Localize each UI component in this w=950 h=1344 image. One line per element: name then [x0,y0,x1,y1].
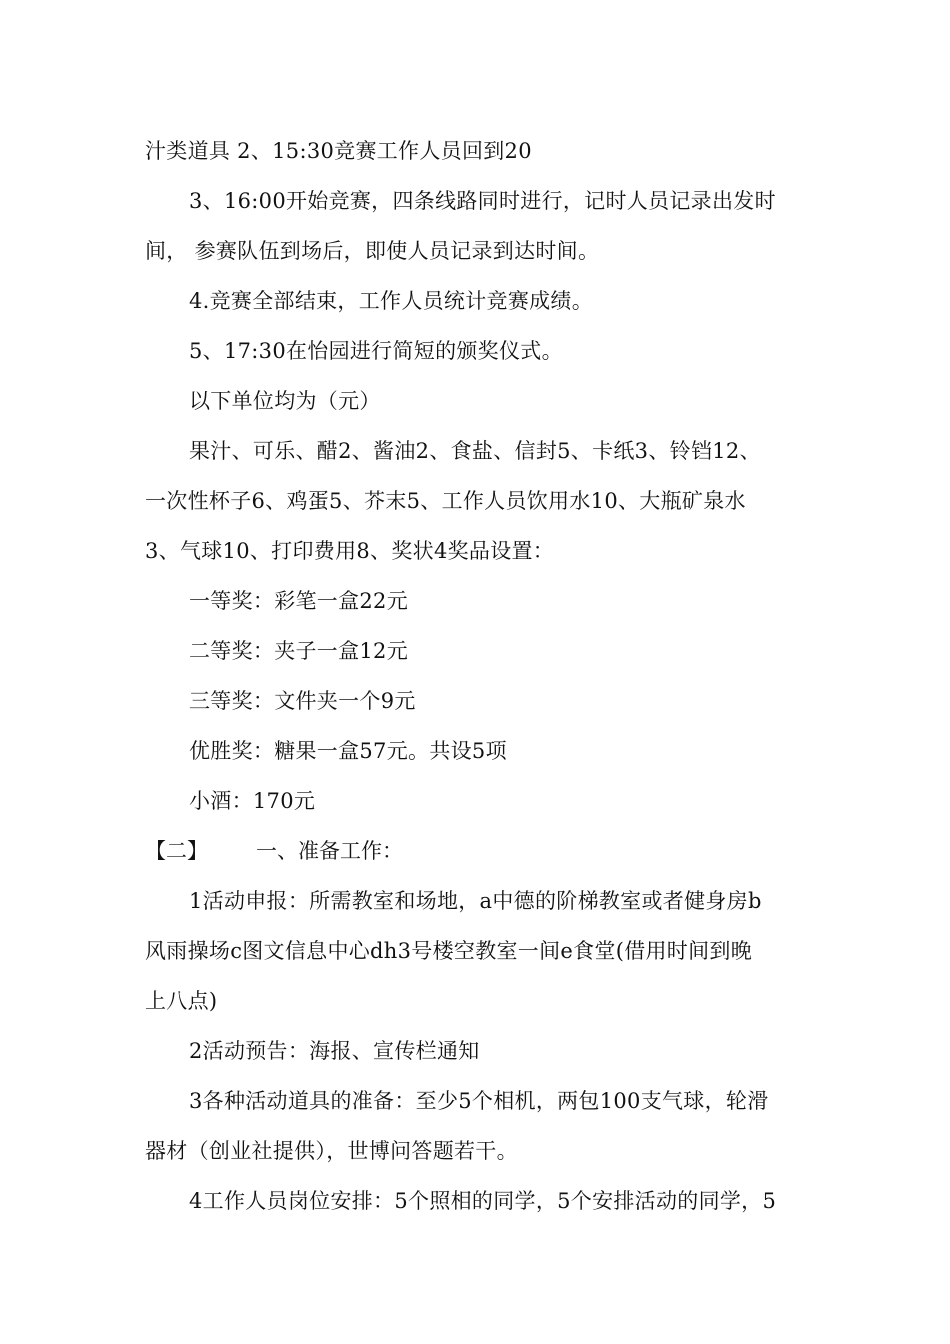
text-line: 汁类道具 2、15:30竞赛工作人员回到20 [145,139,532,163]
text-line: 4工作人员岗位安排：5个照相的同学，5个安排活动的同学，5 [189,1189,777,1213]
text-line: 3各种活动道具的准备：至少5个相机，两包100支气球，轮滑 [189,1089,769,1113]
text-line: 3、16:00开始竞赛，四条线路同时进行，记时人员记录出发时 [189,189,776,213]
text-line: 间， 参赛队伍到场后，即使人员记录到达时间。 [145,239,600,263]
text-line: 小酒：170元 [189,789,316,813]
text-line: 风雨操场c图文信息中心dh3号楼空教室一间e食堂(借用时间到晚 [145,939,753,963]
text-line: 3、气球10、打印费用8、奖状4奖品设置： [145,539,555,563]
text-line: 一次性杯子6、鸡蛋5、芥末5、工作人员饮用水10、大瓶矿泉水 [145,489,746,513]
text-line: 2活动预告：海报、宣传栏通知 [189,1039,480,1063]
text-line: 1活动申报：所需教室和场地，a中德的阶梯教室或者健身房b [189,889,762,913]
text-line: 一等奖：彩笔一盒22元 [189,589,409,613]
text-line: 二等奖：夹子一盒12元 [189,639,409,663]
text-line: 上八点) [145,989,218,1013]
text-line: 5、17:30在怡园进行简短的颁奖仪式。 [189,339,563,363]
text-line: 三等奖：文件夹一个9元 [189,689,416,713]
text-line: 优胜奖：糖果一盒57元。共设5项 [189,739,507,763]
text-line: 果汁、可乐、醋2、酱油2、食盐、信封5、卡纸3、铃铛12、 [189,439,761,463]
section-title: 一、准备工作： [256,839,403,863]
text-line: 器材（创业社提供），世博问答题若干。 [145,1139,518,1163]
text-line: 4.竞赛全部结束，工作人员统计竞赛成绩。 [189,289,594,313]
section-label: 【二】 [145,839,208,863]
text-line: 以下单位均为（元） [189,389,381,413]
